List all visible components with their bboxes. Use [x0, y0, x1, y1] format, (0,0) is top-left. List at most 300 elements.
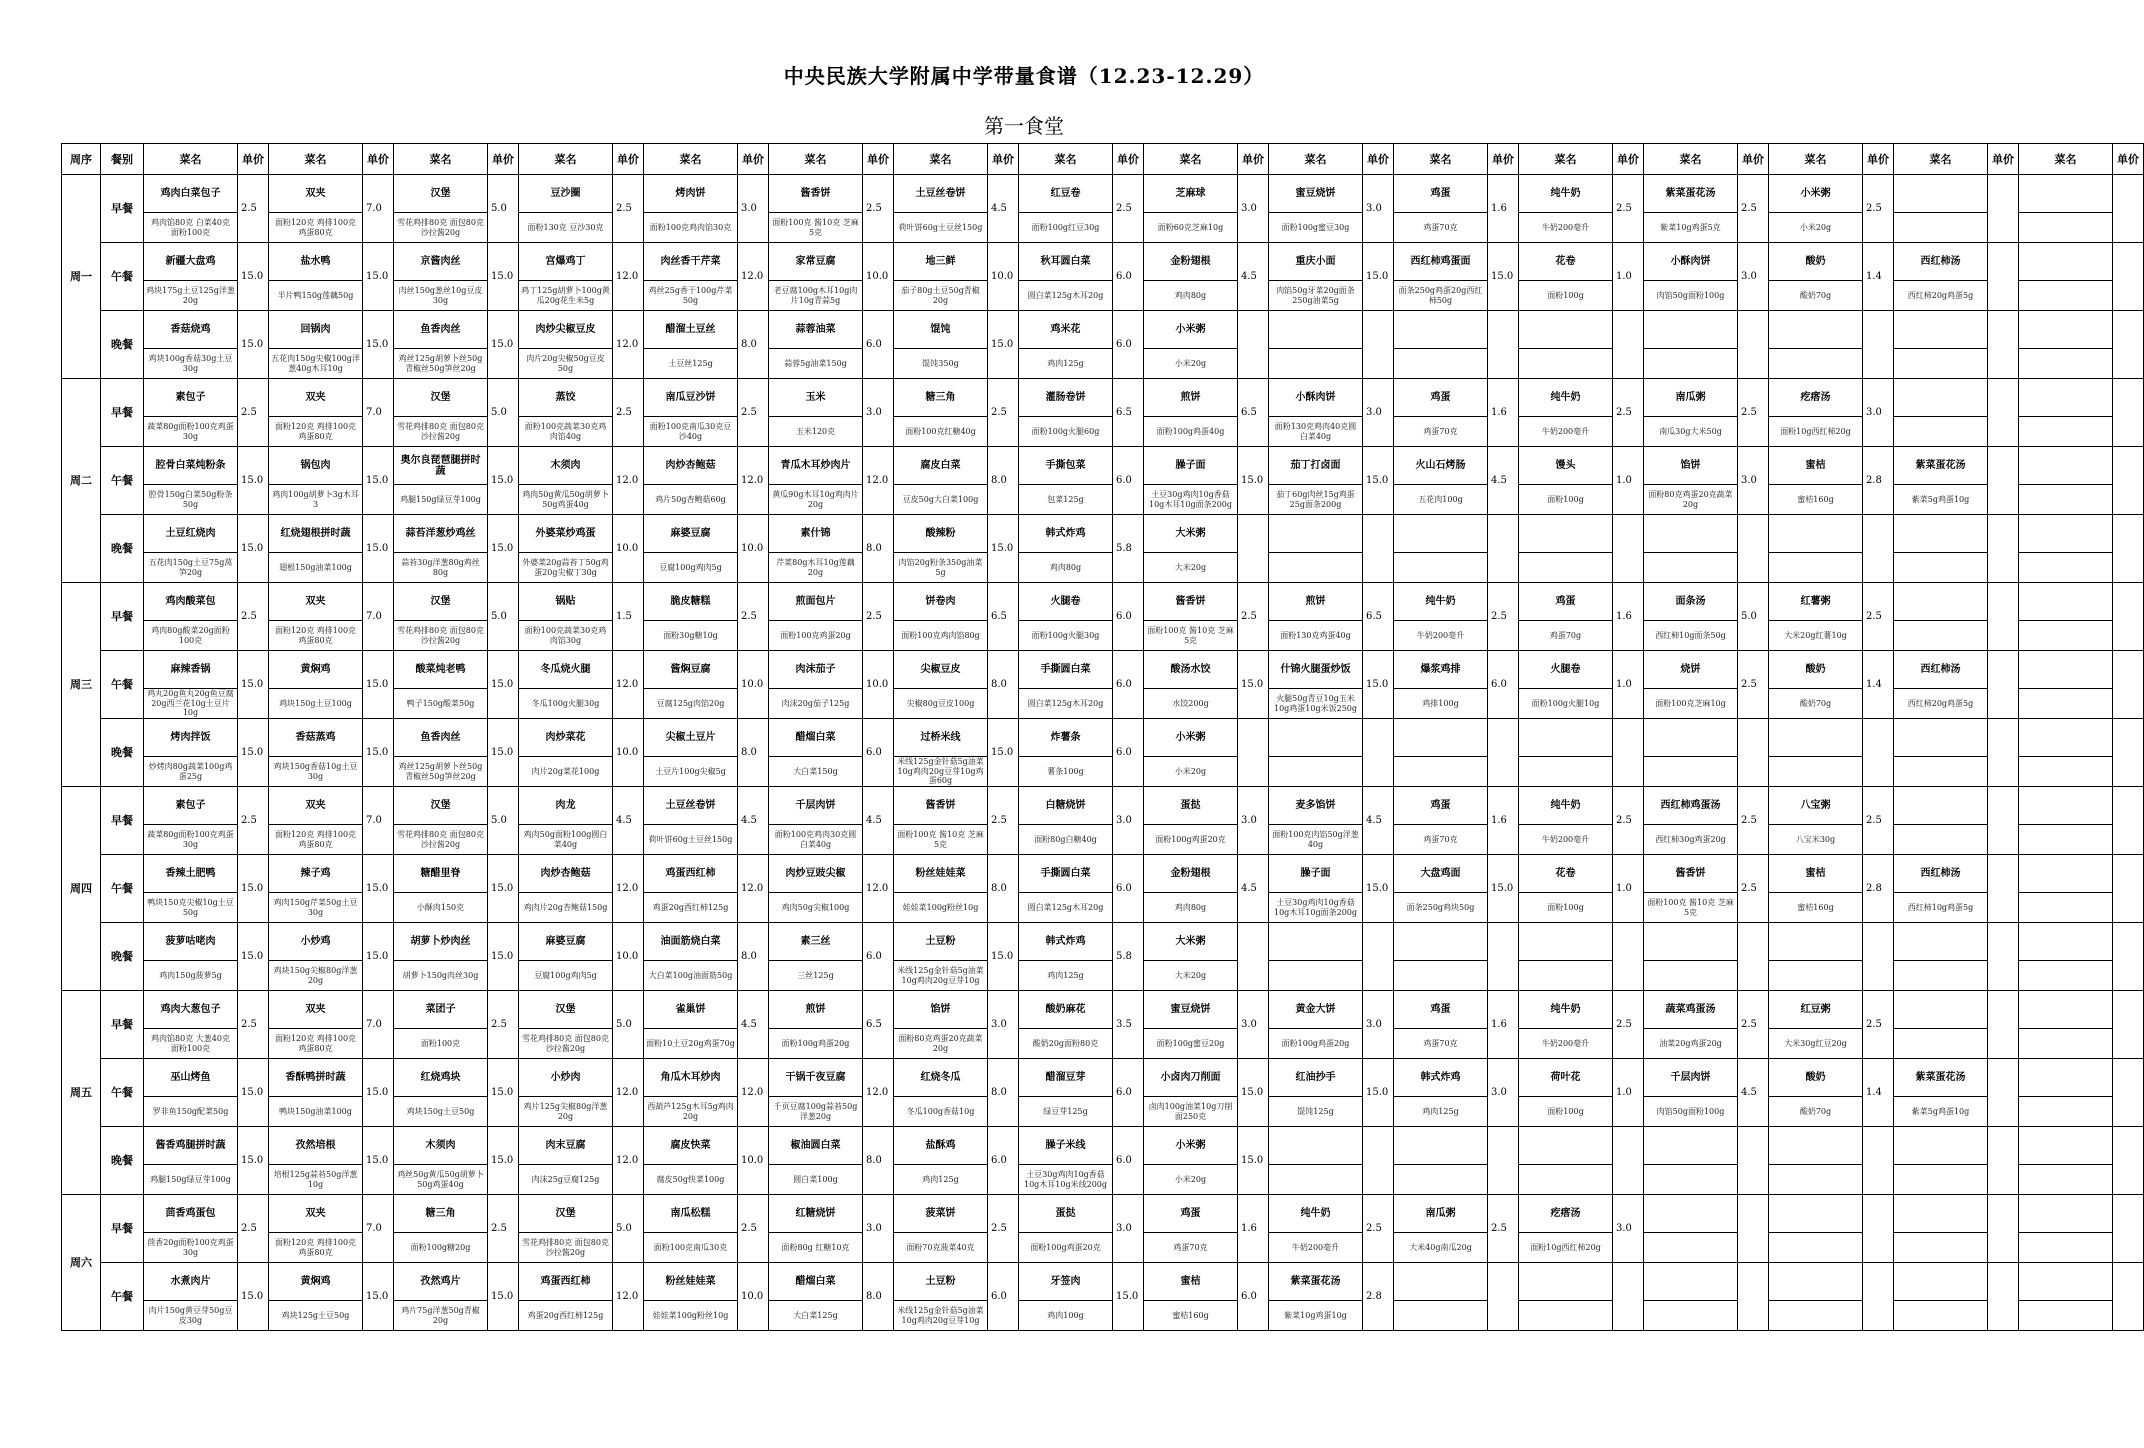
dish-ingredients: 鸡块150g尖椒80g洋葱20g [269, 961, 363, 991]
dish-price: 10.0 [863, 651, 894, 719]
dish-price: 6.0 [1113, 243, 1144, 311]
header-cell: 单价 [238, 144, 269, 175]
dish-price: 10.0 [613, 719, 644, 787]
dish-price: 2.5 [238, 991, 269, 1059]
dish-name [1644, 515, 1738, 553]
dish-price: 7.0 [363, 583, 394, 651]
dish-name: 木须肉 [394, 1127, 488, 1165]
meal-label: 晚餐 [101, 311, 144, 379]
dish-price: 2.5 [988, 379, 1019, 447]
dish-name: 饼卷肉 [894, 583, 988, 621]
dish-ingredients: 蒜蓉5g油菜150g [769, 349, 863, 379]
dish-ingredients [1894, 553, 1988, 583]
dish-price [2113, 379, 2144, 447]
dish-ingredients: 大米20g红薯10g [1769, 621, 1863, 651]
dish-ingredients: 大米30g红豆20g [1769, 1029, 1863, 1059]
header-cell: 单价 [1113, 144, 1144, 175]
dish-price: 5.0 [1738, 583, 1769, 651]
dish-name: 重庆小面 [1269, 243, 1363, 281]
dish-price: 3.0 [1113, 1195, 1144, 1263]
dish-name: 过桥米线 [894, 719, 988, 757]
dish-price: 2.5 [1488, 1195, 1519, 1263]
dish-price: 4.5 [738, 787, 769, 855]
dish-name: 南瓜粥 [1644, 379, 1738, 417]
dish-ingredients: 芹菜80g木耳10g莲藕20g [769, 553, 863, 583]
dish-ingredients: 馄饨350g [894, 349, 988, 379]
dish-price: 15.0 [488, 855, 519, 923]
dish-price: 3.0 [1238, 991, 1269, 1059]
dish-price: 6.5 [1113, 379, 1144, 447]
dish-price: 8.0 [988, 651, 1019, 719]
dish-name: 鸡蛋西红柿 [519, 1263, 613, 1301]
dish-price: 15.0 [363, 651, 394, 719]
dish-ingredients [2019, 281, 2113, 311]
dish-price [1363, 923, 1394, 991]
dish-ingredients: 西红柿10g鸡蛋5g [1894, 893, 1988, 923]
dish-ingredients [2019, 1029, 2113, 1059]
dish-ingredients: 腐皮50g快菜100g [644, 1165, 738, 1195]
dish-price [1988, 175, 2019, 243]
dish-price: 1.6 [1238, 1195, 1269, 1263]
dish-name: 纯牛奶 [1519, 787, 1613, 825]
dish-ingredients: 小米20g [1144, 349, 1238, 379]
dish-ingredients: 面粉120克 鸡排100克 鸡蛋80克 [269, 1233, 363, 1263]
dish-price [1863, 719, 1894, 787]
meal-row [62, 379, 2144, 417]
dish-ingredients: 紫菜10g鸡蛋5克 [1644, 213, 1738, 243]
dish-price: 10.0 [738, 651, 769, 719]
dish-ingredients [1519, 349, 1613, 379]
header-cell: 菜名 [144, 144, 238, 175]
dish-name: 素三丝 [769, 923, 863, 961]
dish-ingredients [1644, 553, 1738, 583]
dish-price: 15.0 [1363, 651, 1394, 719]
dish-ingredients: 鸡蛋70克 [1394, 825, 1488, 855]
header-cell: 单价 [363, 144, 394, 175]
dish-name [1394, 1263, 1488, 1301]
dish-price: 10.0 [738, 1263, 769, 1331]
dish-name: 角瓜木耳炒肉 [644, 1059, 738, 1097]
dish-ingredients [2019, 417, 2113, 447]
dish-name: 醋熘白菜 [769, 719, 863, 757]
dish-ingredients: 老豆腐100g木耳10g肉片10g青蒜5g [769, 281, 863, 311]
dish-ingredients [2019, 213, 2113, 243]
dish-ingredients [1894, 1165, 1988, 1195]
dish-ingredients: 蒜苔30g洋葱80g鸡丝80g [394, 553, 488, 583]
dish-price: 2.5 [1738, 379, 1769, 447]
dish-price [1363, 719, 1394, 787]
dish-ingredients: 鸭子150g酸菜50g [394, 689, 488, 719]
dish-name: 煎饼 [1144, 379, 1238, 417]
dish-ingredients: 鸡肉50g面粉100g圆白菜40g [519, 825, 613, 855]
dish-name: 大米粥 [1144, 923, 1238, 961]
dish-ingredients: 面粉80g白糖40g [1019, 825, 1113, 855]
dish-ingredients [1519, 1301, 1613, 1331]
dish-ingredients: 鸡蛋20g西红柿125g [644, 893, 738, 923]
dish-price: 2.5 [738, 379, 769, 447]
dish-price: 12.0 [738, 243, 769, 311]
dish-ingredients [1269, 553, 1363, 583]
dish-ingredients: 面粉100g鸡蛋20g [769, 1029, 863, 1059]
dish-price: 6.5 [988, 583, 1019, 651]
meal-label: 午餐 [101, 855, 144, 923]
dish-price: 1.4 [1863, 243, 1894, 311]
dish-name [1519, 1127, 1613, 1165]
dish-ingredients: 冬瓜100g火腿30g [519, 689, 613, 719]
dish-price [1738, 923, 1769, 991]
dish-name: 糖三角 [394, 1195, 488, 1233]
meal-row [62, 991, 2144, 1029]
dish-price [1988, 243, 2019, 311]
header-cell: 菜名 [2019, 144, 2113, 175]
dish-price: 15.0 [238, 923, 269, 991]
dish-price: 7.0 [363, 991, 394, 1059]
dish-ingredients: 面条250g鸡蛋20g西红柿50g [1394, 281, 1488, 311]
dish-ingredients: 鸡肉80g [1144, 281, 1238, 311]
dish-name [2019, 583, 2113, 621]
dish-name [1394, 515, 1488, 553]
dish-name: 红薯粥 [1769, 583, 1863, 621]
meal-row [62, 1127, 2144, 1165]
dish-ingredients: 鸡肉50g尖椒100g [769, 893, 863, 923]
dish-price [1988, 855, 2019, 923]
dish-ingredients: 鸡肉150g菠萝5g [144, 961, 238, 991]
dish-ingredients: 尖椒80g豆皮100g [894, 689, 988, 719]
dish-price: 3.0 [1863, 379, 1894, 447]
meal-label: 早餐 [101, 787, 144, 855]
dish-price [1988, 1127, 2019, 1195]
dish-name: 紫菜蛋花汤 [1894, 1059, 1988, 1097]
dish-name: 烤肉拌饭 [144, 719, 238, 757]
dish-ingredients [2019, 1233, 2113, 1263]
day-label: 周二 [62, 379, 101, 583]
dish-name: 西红柿鸡蛋汤 [1644, 787, 1738, 825]
dish-name: 小炒鸡 [269, 923, 363, 961]
dish-price: 12.0 [613, 651, 644, 719]
dish-price: 5.0 [613, 1195, 644, 1263]
dish-ingredients: 豆腐100g鸡肉5g [644, 553, 738, 583]
meal-label: 晚餐 [101, 719, 144, 787]
dish-name: 腔骨白菜炖粉条 [144, 447, 238, 485]
dish-ingredients [1769, 1233, 1863, 1263]
dish-price: 6.0 [1238, 1263, 1269, 1331]
dish-ingredients: 大米20g [1144, 553, 1238, 583]
dish-ingredients: 鸡片50g杏鲍菇60g [644, 485, 738, 515]
dish-name [2019, 175, 2113, 213]
dish-price: 15.0 [1113, 1263, 1144, 1331]
header-cell: 单价 [738, 144, 769, 175]
dish-name [2019, 379, 2113, 417]
dish-name: 小米粥 [1144, 1127, 1238, 1165]
meal-row [62, 1263, 2144, 1301]
dish-name: 蜜豆烧饼 [1144, 991, 1238, 1029]
dish-name: 千层肉饼 [769, 787, 863, 825]
dish-name: 鸡蛋 [1394, 379, 1488, 417]
dish-name: 新疆大盘鸡 [144, 243, 238, 281]
dish-name: 肉炒杏鲍菇 [644, 447, 738, 485]
dish-price: 1.0 [1613, 855, 1644, 923]
dish-price [1988, 651, 2019, 719]
dish-ingredients: 鸡丝125g胡萝卜丝50g青椒丝50g笋丝20g [394, 757, 488, 787]
dish-ingredients: 鸡丁125g胡萝卜100g黄瓜20g花生米5g [519, 281, 613, 311]
dish-price: 5.8 [1113, 515, 1144, 583]
dish-price: 15.0 [238, 1059, 269, 1127]
dish-ingredients [1769, 961, 1863, 991]
dish-name [1894, 379, 1988, 417]
dish-name: 鸡蛋西红柿 [644, 855, 738, 893]
dish-name: 双夹 [269, 787, 363, 825]
dish-price: 1.0 [1613, 447, 1644, 515]
dish-name: 鸡蛋 [1394, 787, 1488, 825]
dish-name: 土豆红烧肉 [144, 515, 238, 553]
dish-name: 红油抄手 [1269, 1059, 1363, 1097]
dish-price [1988, 311, 2019, 379]
dish-price: 10.0 [613, 515, 644, 583]
dish-ingredients: 娃娃菜100g粉丝10g [644, 1301, 738, 1331]
dish-ingredients: 面粉120克 鸡排100克 鸡蛋80克 [269, 213, 363, 243]
dish-name: 黄焖鸡 [269, 651, 363, 689]
dish-name: 秋耳圆白菜 [1019, 243, 1113, 281]
dish-price: 2.5 [1738, 175, 1769, 243]
dish-name: 锅贴 [519, 583, 613, 621]
dish-price [1238, 311, 1269, 379]
dish-price: 15.0 [488, 651, 519, 719]
dish-price: 5.0 [613, 991, 644, 1059]
dish-ingredients: 酸奶70g [1769, 1097, 1863, 1127]
dish-price: 1.0 [1613, 651, 1644, 719]
dish-name: 汉堡 [394, 787, 488, 825]
dish-name: 花卷 [1519, 243, 1613, 281]
dish-price: 8.0 [738, 719, 769, 787]
dish-ingredients: 肉馅50g牙菜20g面条250g油菜5g [1269, 281, 1363, 311]
header-cell: 单价 [1738, 144, 1769, 175]
dish-price: 7.0 [363, 1195, 394, 1263]
dish-price: 4.5 [988, 175, 1019, 243]
dish-price: 1.6 [1488, 787, 1519, 855]
dish-name: 尖椒土豆片 [644, 719, 738, 757]
dish-name [1269, 1127, 1363, 1165]
header-cell: 单价 [1238, 144, 1269, 175]
dish-ingredients [1894, 1301, 1988, 1331]
dish-price: 2.5 [488, 1195, 519, 1263]
dish-ingredients: 雪花鸡排80克 面包80克沙拉酱20g [394, 213, 488, 243]
dish-price: 2.5 [613, 379, 644, 447]
dish-ingredients [2019, 1301, 2113, 1331]
dish-name: 黄焖鸡 [269, 1263, 363, 1301]
dish-name: 蒜苔洋葱炒鸡丝 [394, 515, 488, 553]
dish-ingredients: 雪花鸡排80克 面包80克沙拉酱20g [519, 1233, 613, 1263]
dish-price: 2.5 [738, 583, 769, 651]
dish-price: 15.0 [238, 719, 269, 787]
header-cell: 单价 [1988, 144, 2019, 175]
dish-price: 6.0 [1113, 651, 1144, 719]
dish-price: 12.0 [613, 855, 644, 923]
header-cell: 单价 [1863, 144, 1894, 175]
dish-ingredients: 西红柿10g面条50g [1644, 621, 1738, 651]
dish-price [1863, 515, 1894, 583]
dish-price: 3.0 [863, 1195, 894, 1263]
dish-name [1644, 719, 1738, 757]
dish-ingredients: 大白菜150g [769, 757, 863, 787]
dish-price [2113, 923, 2144, 991]
dish-price [1738, 1127, 1769, 1195]
meal-label: 晚餐 [101, 515, 144, 583]
dish-name: 汉堡 [394, 583, 488, 621]
dish-ingredients: 面粉100g [1519, 893, 1613, 923]
dish-price: 6.0 [1113, 719, 1144, 787]
dish-price: 15.0 [363, 923, 394, 991]
dish-price [1488, 1263, 1519, 1331]
dish-ingredients: 鸡肉125g [1394, 1097, 1488, 1127]
dish-name: 臊子米线 [1019, 1127, 1113, 1165]
dish-price: 2.8 [1863, 447, 1894, 515]
dish-price: 4.5 [613, 787, 644, 855]
dish-name: 糖三角 [894, 379, 988, 417]
dish-price: 10.0 [738, 515, 769, 583]
dish-ingredients: 卤肉100g油菜10g刀削面250克 [1144, 1097, 1238, 1127]
dish-price: 12.0 [863, 447, 894, 515]
dish-ingredients: 面粉100g火腿30g [1019, 621, 1113, 651]
dish-name: 肉沫茄子 [769, 651, 863, 689]
dish-ingredients: 面粉100g鸡蛋20g [1269, 1029, 1363, 1059]
dish-ingredients: 鸡肉100g [1019, 1301, 1113, 1331]
dish-ingredients: 鸡蛋70克 [1144, 1233, 1238, 1263]
dish-ingredients: 雪花鸡排80克 面包80克沙拉酱20g [394, 621, 488, 651]
dish-ingredients: 肉片150g黄豆芽50g豆皮30g [144, 1301, 238, 1331]
dish-name: 椒油圆白菜 [769, 1127, 863, 1165]
header-cell: 菜名 [644, 144, 738, 175]
dish-price: 15.0 [488, 447, 519, 515]
dish-ingredients: 面粉100克 酱10克 芝麻5克 [894, 825, 988, 855]
dish-price [1363, 515, 1394, 583]
dish-price: 1.6 [1488, 175, 1519, 243]
dish-ingredients: 胡萝卜150g肉丝30g [394, 961, 488, 991]
dish-ingredients [1644, 1165, 1738, 1195]
dish-name: 蜜桔 [1769, 447, 1863, 485]
dish-ingredients: 面粉120克 鸡排100克 鸡蛋80克 [269, 621, 363, 651]
dish-name [1894, 923, 1988, 961]
dish-ingredients [1394, 1301, 1488, 1331]
header-cell: 菜名 [894, 144, 988, 175]
dish-name: 黄金大饼 [1269, 991, 1363, 1029]
dish-price [1988, 379, 2019, 447]
dish-name: 南瓜粥 [1394, 1195, 1488, 1233]
dish-price: 6.0 [1113, 1127, 1144, 1195]
dish-price: 6.0 [863, 719, 894, 787]
dish-ingredients: 肉片20g菜花100g [519, 757, 613, 787]
dish-name: 肉炒杏鲍菇 [519, 855, 613, 893]
dish-ingredients: 西红柿30g鸡蛋20g [1644, 825, 1738, 855]
dish-ingredients: 面粉30g糖10g [644, 621, 738, 651]
dish-price [1613, 311, 1644, 379]
dish-name [1769, 923, 1863, 961]
dish-price: 5.0 [488, 787, 519, 855]
dish-price: 3.0 [863, 379, 894, 447]
dish-ingredients: 米线125g金针菇5g油菜10g鸡肉20g豆芽10g鸡蛋60g [894, 757, 988, 787]
dish-name: 火腿卷 [1019, 583, 1113, 621]
dish-ingredients: 三丝125g [769, 961, 863, 991]
dish-name [1894, 583, 1988, 621]
dish-price: 1.4 [1863, 1059, 1894, 1127]
dish-ingredients [1894, 621, 1988, 651]
dish-price: 15.0 [363, 311, 394, 379]
dish-ingredients: 荷叶饼60g土豆丝150g [644, 825, 738, 855]
dish-name: 醋熘白菜 [769, 1263, 863, 1301]
dish-name [1519, 719, 1613, 757]
dish-ingredients: 翅根150g油菜100g [269, 553, 363, 583]
dish-name: 麻婆豆腐 [519, 923, 613, 961]
dish-price [2113, 583, 2144, 651]
meal-row [62, 515, 2144, 553]
dish-ingredients: 紫菜5g鸡蛋10g [1894, 485, 1988, 515]
dish-name [1394, 719, 1488, 757]
header-cell: 菜名 [1269, 144, 1363, 175]
dish-ingredients: 面粉100g [1519, 1097, 1613, 1127]
dish-name [1519, 515, 1613, 553]
dish-ingredients [1269, 349, 1363, 379]
dish-ingredients: 面条250g鸡块50g [1394, 893, 1488, 923]
dish-ingredients [2019, 893, 2113, 923]
dish-price: 4.5 [1238, 243, 1269, 311]
dish-name: 烤肉饼 [644, 175, 738, 213]
dish-price [2113, 719, 2144, 787]
dish-ingredients: 酸奶20g面粉80克 [1019, 1029, 1113, 1059]
dish-ingredients: 牛奶200毫升 [1269, 1233, 1363, 1263]
dish-name: 干锅千夜豆腐 [769, 1059, 863, 1097]
dish-name: 酸菜炖老鸭 [394, 651, 488, 689]
dish-price [1863, 923, 1894, 991]
dish-name: 芝麻球 [1144, 175, 1238, 213]
dish-ingredients: 面粉10g西红柿20g [1519, 1233, 1613, 1263]
dish-name: 炸薯条 [1019, 719, 1113, 757]
dish-ingredients [1644, 961, 1738, 991]
dish-price [2113, 1263, 2144, 1331]
dish-name: 馅饼 [1644, 447, 1738, 485]
dish-ingredients: 鸡肉125g [894, 1165, 988, 1195]
dish-ingredients: 面粉100g火腿10g [1519, 689, 1613, 719]
dish-ingredients: 肉丝150g葱丝10g豆皮30g [394, 281, 488, 311]
dish-name: 宫爆鸡丁 [519, 243, 613, 281]
meal-label: 早餐 [101, 583, 144, 651]
dish-price [1988, 1195, 2019, 1263]
dish-ingredients: 鸡肉80g酸菜20g面粉100克 [144, 621, 238, 651]
dish-ingredients: 紫菜5g鸡蛋10g [1894, 1097, 1988, 1127]
dish-name: 煎面包片 [769, 583, 863, 621]
dish-ingredients [1894, 417, 1988, 447]
dish-name: 双夹 [269, 379, 363, 417]
dish-name: 粉丝娃娃菜 [644, 1263, 738, 1301]
dish-price [2113, 787, 2144, 855]
dish-name [2019, 243, 2113, 281]
dish-ingredients [1894, 1233, 1988, 1263]
meal-label: 午餐 [101, 651, 144, 719]
dish-name: 汉堡 [519, 991, 613, 1029]
dish-name: 红烧翅根拼时蔬 [269, 515, 363, 553]
dish-ingredients: 鸡肉100g胡萝卜3g木耳3 [269, 485, 363, 515]
dish-name: 鸡肉大葱包子 [144, 991, 238, 1029]
dish-name: 孜然鸡片 [394, 1263, 488, 1301]
dish-ingredients: 小酥肉150克 [394, 893, 488, 923]
dish-price [1988, 1263, 2019, 1331]
dish-price: 12.0 [738, 855, 769, 923]
dish-ingredients: 鸭块150g油菜100g [269, 1097, 363, 1127]
dish-ingredients [2019, 485, 2113, 515]
dish-name: 酸奶 [1769, 1059, 1863, 1097]
dish-price [1488, 311, 1519, 379]
dish-ingredients: 鸡腿150g绿豆芽100g [144, 1165, 238, 1195]
dish-name: 双夹 [269, 991, 363, 1029]
dish-name: 家常豆腐 [769, 243, 863, 281]
